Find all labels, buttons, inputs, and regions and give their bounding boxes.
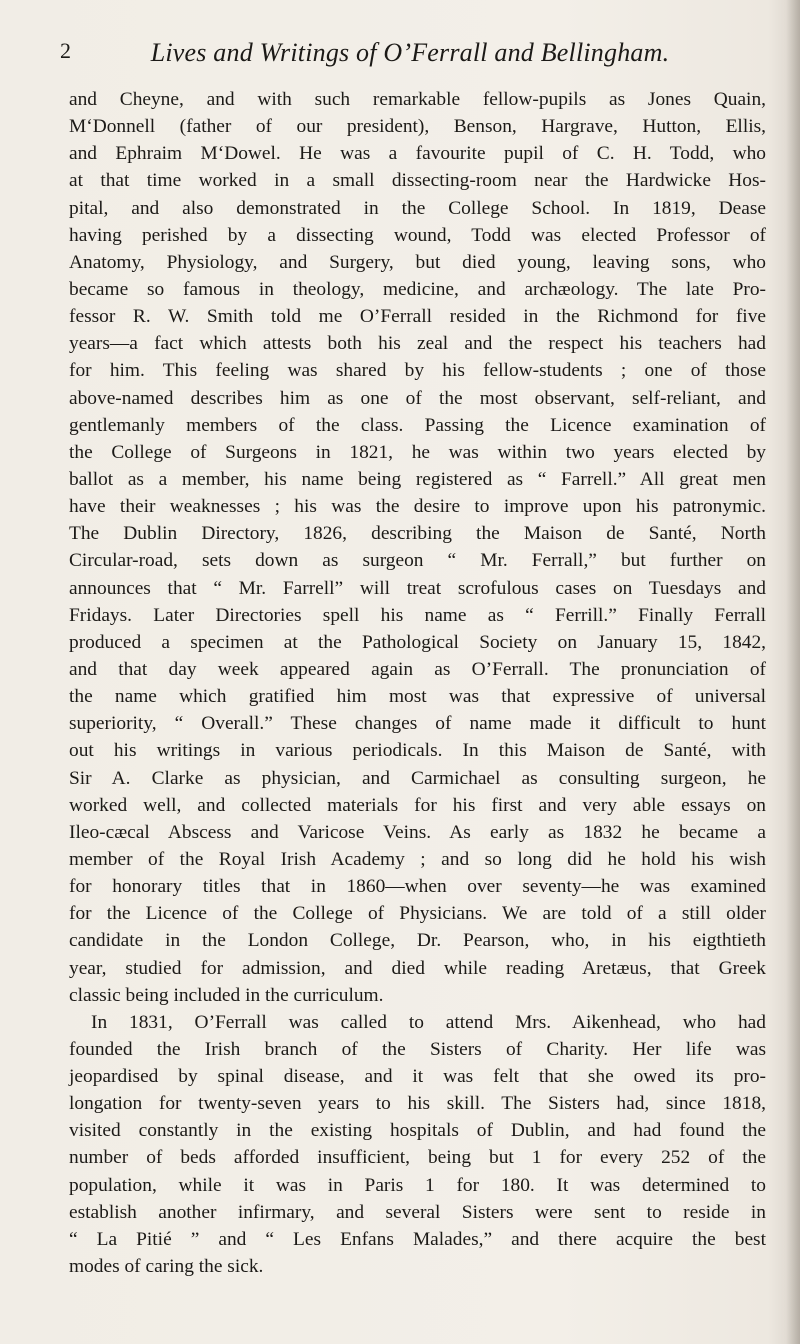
text-line: pital, and also demonstrated in the College School. In 1819, Dease — [69, 197, 766, 219]
text-line: above-named describes him as one of the most observant, self-reliant, and — [69, 387, 766, 409]
text-line: and Ephraim M‘Dowel. He was a favourite pupil of C. H. Todd, who — [69, 143, 766, 165]
text-line: visited constantly in the existing hospitals of Dublin, and had found the — [69, 1120, 766, 1142]
text-line: classic being included in the curriculum. — [69, 984, 384, 1006]
text-line: at that time worked in a small dissecting-room near the Hardwicke Hos- — [69, 170, 766, 192]
text-line: establish another infirmary, and several Sisters were sent to reside in — [69, 1201, 766, 1223]
page-header — [60, 38, 760, 72]
text-line: have their weaknesses ; his was the desire to improve upon his patronymic. — [69, 496, 766, 518]
text-line: announces that “ Mr. Farrell” will treat scrofulous cases on Tuesdays and — [69, 577, 766, 599]
text-line: for the Licence of the College of Physicians. We are told of a still older — [69, 903, 766, 925]
text-line: jeopardised by spinal disease, and it was felt that she owed its pro- — [69, 1066, 766, 1088]
text-line: number of beds afforded insufficient, being but 1 for every 252 of the — [69, 1147, 766, 1169]
running-title: Lives and Writings of O’Ferrall and Bellingham. — [150, 38, 670, 67]
text-line: superiority, “ Overall.” These changes of name made it difficult to hunt — [69, 713, 766, 735]
text-line: for him. This feeling was shared by his fellow-students ; one of those — [69, 360, 766, 382]
text-line: year, studied for admission, and died while reading Aretæus, that Greek — [69, 957, 766, 979]
text-line: M‘Donnell (father of our president), Benson, Hargrave, Hutton, Ellis, — [69, 116, 766, 138]
text-line: and that day week appeared again as O’Ferrall. The pronunciation of — [69, 658, 766, 680]
text-line: worked well, and collected materials for his first and very able essays on — [69, 794, 766, 816]
text-line: The Dublin Directory, 1826, describing the Maison de Santé, North — [69, 523, 766, 545]
text-line: member of the Royal Irish Academy ; and so long did he hold his wish — [69, 848, 766, 870]
text-line: Sir A. Clarke as physician, and Carmichael as consulting surgeon, he — [69, 767, 766, 789]
text-line: years—a fact which attests both his zeal and the respect his teachers had — [69, 333, 766, 355]
page-edge-shadow — [786, 0, 800, 1344]
body-text — [69, 86, 766, 1280]
page-number: 2 — [60, 38, 71, 63]
text-line: fessor R. W. Smith told me O’Ferrall resided in the Richmond for five — [69, 306, 766, 328]
text-line: modes of caring the sick. — [69, 1256, 264, 1278]
text-line: longation for twenty-seven years to his skill. The Sisters had, since 1818, — [69, 1093, 766, 1115]
text-line: and Cheyne, and with such remarkable fellow-pupils as Jones Quain, — [69, 89, 766, 110]
text-line: Fridays. Later Directories spell his name as “ Ferrill.” Finally Ferrall — [69, 604, 766, 626]
text-line: ballot as a member, his name being registered as “ Farrell.” All great men — [69, 468, 766, 490]
text-line: “ La Pitié ” and “ Les Enfans Malades,” and there acquire the best — [69, 1228, 766, 1250]
text-line: Anatomy, Physiology, and Surgery, but died young, leaving sons, who — [69, 251, 766, 273]
text-line: population, while it was in Paris 1 for 180. It was determined to — [69, 1174, 766, 1196]
text-line: produced a specimen at the Pathological Society on January 15, 1842, — [69, 631, 766, 653]
text-line: out his writings in various periodicals. In this Maison de Santé, with — [69, 740, 766, 762]
text-line: the College of Surgeons in 1821, he was within two years elected by — [69, 441, 766, 463]
text-line: became so famous in theology, medicine, and archæology. The late Pro- — [69, 278, 766, 300]
text-line: having perished by a dissecting wound, Todd was elected Professor of — [69, 224, 766, 246]
text-line: Circular-road, sets down as surgeon “ Mr. Ferrall,” but further on — [69, 550, 766, 572]
text-line: the name which gratified him most was that expressive of universal — [69, 686, 766, 708]
text-line: In 1831, O’Ferrall was called to attend Mrs. Aikenhead, who had — [91, 1011, 766, 1033]
text-line: candidate in the London College, Dr. Pearson, who, in his eigthtieth — [69, 930, 766, 952]
text-line: founded the Irish branch of the Sisters of Charity. Her life was — [69, 1038, 766, 1060]
text-line: Ileo-cæcal Abscess and Varicose Veins. As early as 1832 he became a — [69, 821, 766, 843]
text-line: gentlemanly members of the class. Passing the Licence examination of — [69, 414, 766, 436]
text-line: for honorary titles that in 1860—when over seventy—he was examined — [69, 876, 766, 898]
